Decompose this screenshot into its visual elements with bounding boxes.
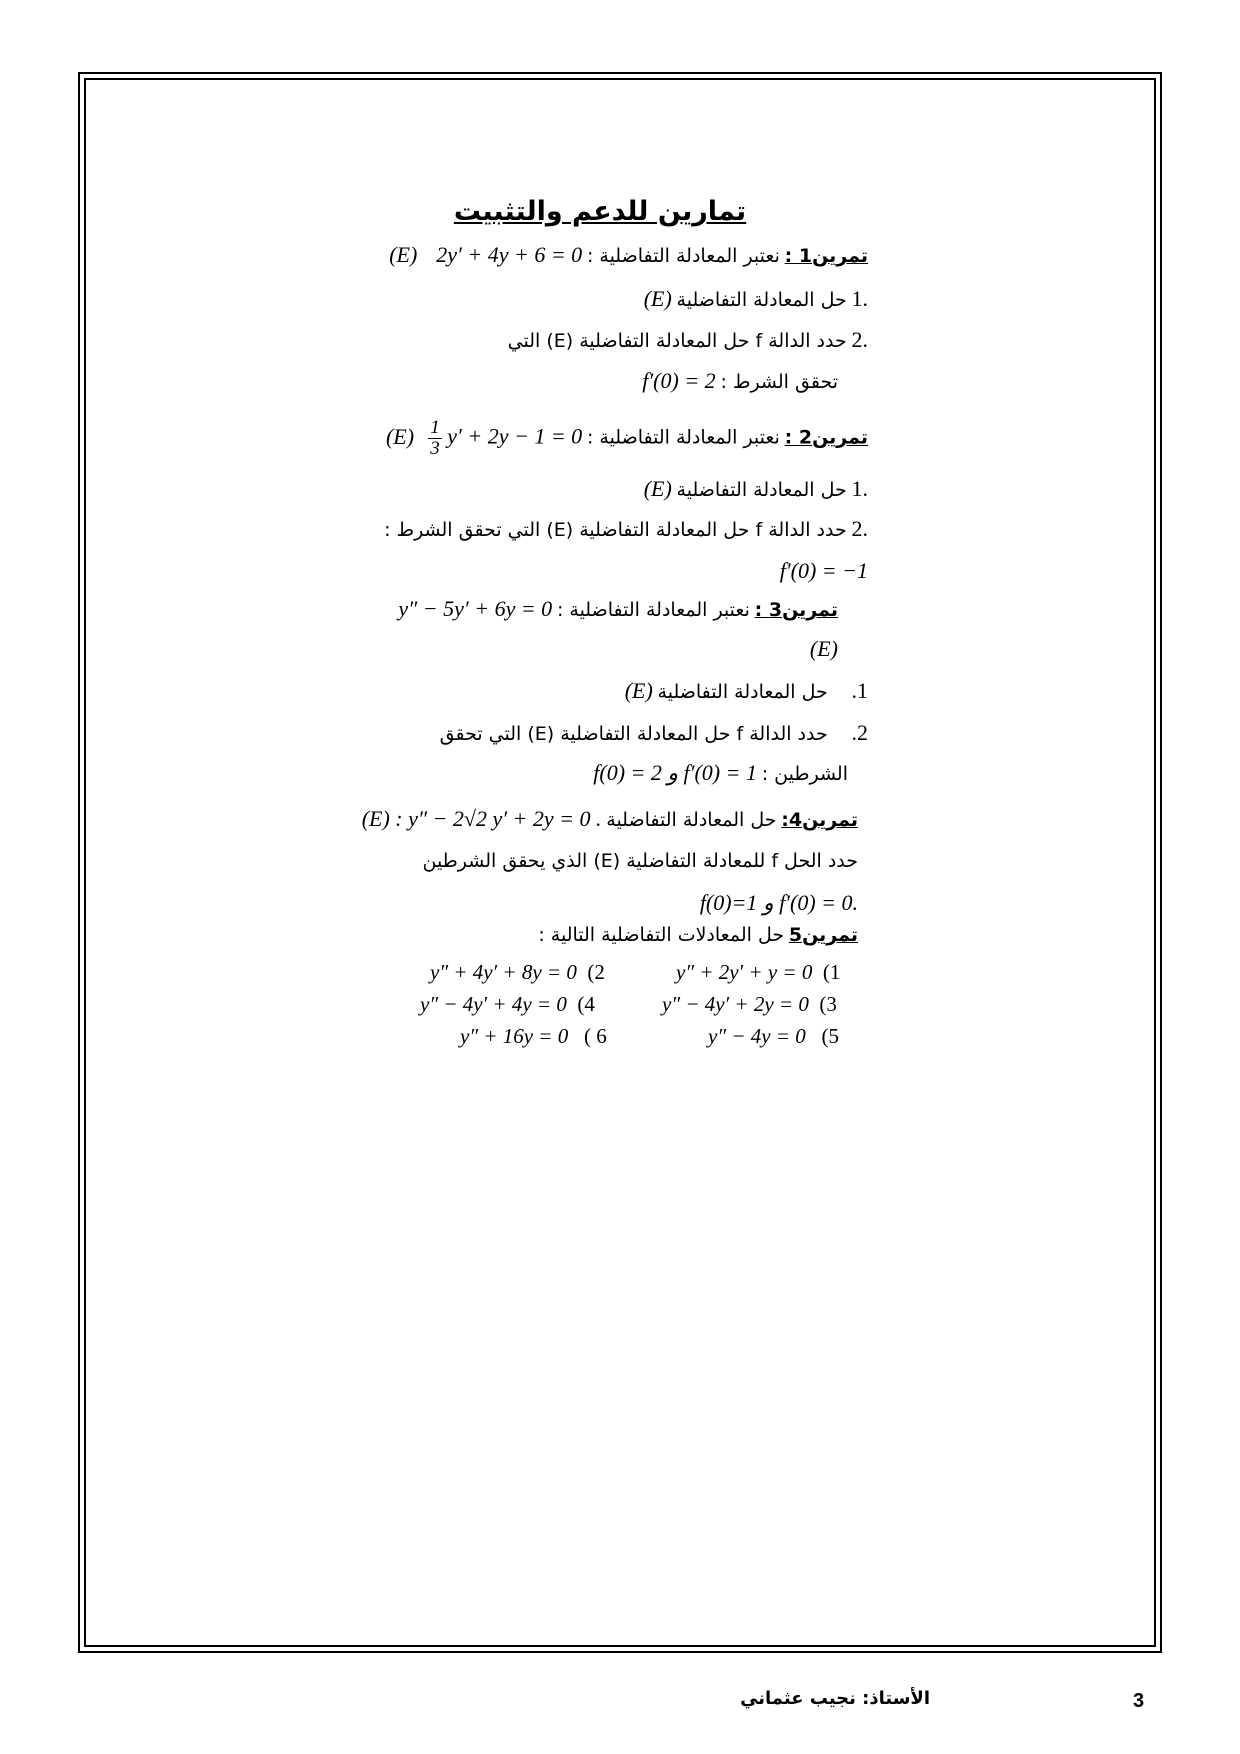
ex5-item-4-eq: y″ − 4y′ + 4y = 0 — [420, 992, 567, 1016]
ex5-item-3-eq: y″ − 4y′ + 2y = 0 — [662, 992, 809, 1016]
ex1-cond: f′(0) = 2 — [642, 368, 716, 393]
ex2-frac-den: 3 — [430, 438, 440, 459]
ex3-label: تمرين3 : — [754, 599, 838, 621]
ex5-item-3-num: (3 — [819, 992, 837, 1016]
ex3-q1-name: (E) — [624, 678, 653, 703]
ex2-q2-num: 2. — [851, 516, 868, 541]
ex1-equation: 2y′ + 4y + 6 = 0 — [436, 242, 583, 267]
ex3-q2 — [440, 718, 868, 750]
ex2-intro: نعتبر المعادلة التفاضلية : — [586, 426, 780, 449]
ex5-item-6-num: ( 6 — [583, 1024, 607, 1048]
author-name: الأستاذ: نجيب عثماني — [740, 1688, 930, 1709]
ex2-cond: f′(0) = −1 — [779, 558, 868, 583]
ex2-q1-text: حل المعادلة التفاضلية — [676, 479, 847, 501]
ex5-item-1 — [676, 958, 840, 986]
ex3-q1-text: حل المعادلة التفاضلية — [657, 681, 828, 703]
ex5-item-2-eq: y″ + 4y′ + 8y = 0 — [430, 960, 577, 984]
ex3-cond: f(0) = 2 و f′(0) = 1 — [593, 760, 757, 785]
ex1-cond-text: تحقق الشرط : — [720, 371, 838, 393]
ex3-q1-num: .1 — [851, 678, 868, 703]
ex5-item-1-num: (1 — [822, 960, 841, 984]
ex3-name-line — [810, 634, 838, 666]
ex3-name: (E) — [809, 636, 838, 661]
ex4-condition — [700, 888, 858, 920]
ex5-item-5-eq: y″ − 4y = 0 — [708, 1024, 806, 1048]
ex5-label: تمرين5 — [788, 924, 858, 946]
ex2-statement — [386, 418, 868, 459]
ex2-label: تمرين2 : — [784, 426, 868, 449]
ex5-item-6-eq: y″ + 16y = 0 — [460, 1024, 569, 1048]
ex5-statement — [538, 920, 858, 951]
ex1-condition — [642, 366, 838, 398]
ex2-condition — [780, 556, 868, 588]
ex1-q2-text: حدد الدالة f حل المعادلة التفاضلية (E) التي — [507, 330, 847, 352]
page-number: 3 — [1133, 1690, 1145, 1712]
ex1-intro: نعتبر المعادلة التفاضلية : — [586, 245, 780, 267]
ex3-q1 — [625, 676, 868, 708]
ex1-q2 — [508, 325, 868, 357]
ex2-q2-text: حدد الدالة f حل المعادلة التفاضلية (E) التي تحقق الشرط : — [384, 519, 847, 541]
ex5-intro: حل المعادلات التفاضلية التالية : — [538, 924, 785, 946]
ex5-item-5 — [708, 1022, 839, 1050]
ex1-label: تمرين1 : — [784, 245, 868, 267]
ex3-q2-text: حدد الدالة f حل المعادلة التفاضلية (E) التي تحقق — [439, 723, 828, 745]
ex4-intro: حل المعادلة التفاضلية — [606, 809, 777, 831]
ex5-item-5-num: (5 — [821, 1024, 839, 1048]
ex3-equation: y″ − 5y′ + 6y = 0 — [398, 596, 553, 621]
ex5-item-3 — [662, 990, 837, 1018]
ex1-q1 — [644, 284, 868, 316]
ex1-q1-text: حل المعادلة التفاضلية — [676, 289, 847, 311]
ex1-name: (E) — [389, 242, 418, 267]
ex4-statement — [362, 804, 858, 836]
page-title: تمارين للدعم والتثبيت — [453, 196, 747, 227]
ex5-item-2 — [430, 958, 605, 986]
ex4-equation: (E) : y″ − 2√2 y′ + 2y = 0 . — [361, 806, 602, 831]
ex2-equation-group — [428, 418, 582, 459]
ex5-item-2-num: (2 — [587, 960, 605, 984]
ex2-q1-num: 1. — [851, 476, 868, 501]
ex5-item-4-num: (4 — [577, 992, 595, 1016]
ex2-q1 — [644, 474, 868, 506]
ex4-line2 — [422, 846, 858, 877]
ex4-label: تمرين4: — [781, 809, 858, 831]
ex3-q2-num: .2 — [851, 720, 868, 745]
ex5-item-6 — [460, 1022, 607, 1050]
ex1-q1-name: (E) — [643, 286, 672, 311]
ex2-q2 — [384, 514, 868, 546]
ex3-statement — [398, 594, 838, 626]
ex1-statement — [389, 240, 868, 272]
ex2-name: (E) — [385, 423, 415, 449]
ex2-frac-num: 1 — [430, 417, 440, 438]
ex1-q2-num: 2. — [851, 327, 868, 352]
ex2-fraction — [428, 418, 442, 459]
ex1-q1-num: 1. — [851, 286, 868, 311]
ex2-equation: y′ + 2y − 1 = 0 — [447, 423, 583, 449]
ex5-item-4 — [420, 990, 595, 1018]
ex4-line2-text: حدد الحل f للمعادلة التفاضلية (E) الذي يحقق الشرطين — [422, 850, 858, 872]
ex2-q1-name: (E) — [643, 476, 672, 501]
ex3-intro: نعتبر المعادلة التفاضلية : — [556, 599, 750, 621]
ex3-cond-text: الشرطين : — [761, 763, 848, 785]
ex3-condition — [593, 758, 848, 790]
ex4-cond: f(0)=1 و f′(0) = 0. — [699, 890, 858, 915]
ex5-item-1-eq: y″ + 2y′ + y = 0 — [676, 960, 813, 984]
